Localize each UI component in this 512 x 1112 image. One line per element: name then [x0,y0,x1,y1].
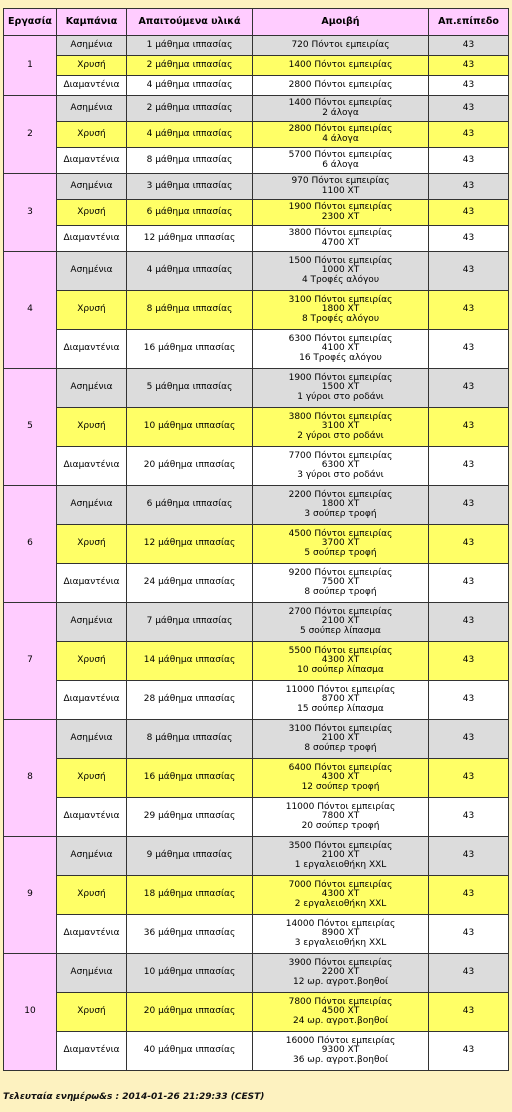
reward-cell [253,642,429,681]
reward-line: 5 σούπερ τροφή [304,547,377,558]
level-cell: 43 [429,226,509,252]
reward-cell [253,369,429,408]
level-cell: 43 [429,1032,509,1071]
reward-line: 4300 ΧΤ [321,889,360,900]
reward-line: 7800 Πόντοι εμπειρίας [288,996,393,1007]
level-cell: 43 [429,148,509,174]
task-number-cell: 3 [4,174,57,252]
reward-line: 12 ωρ. αγροτ.βοηθοί [292,976,389,987]
last-updated-footer: Τελευταία ενημέρω&s : 2014-01-26 21:29:33 (CEST) [3,1092,265,1102]
table-row [4,226,509,252]
reward-line: 11000 Πόντοι εμπειρίας [285,801,396,812]
campaign-cell: Ασημένια [57,954,127,993]
table-row [4,36,509,56]
level-cell: 43 [429,369,509,408]
task-number-cell: 7 [4,603,57,720]
header-level: Απ.επίπεδο [429,9,509,36]
materials-cell: 29 μάθημα ιππασίας [127,798,253,837]
reward-line: 4500 Πόντοι εμπειρίας [288,528,393,539]
reward-line: 1 γύροι στο ροδάνι [297,391,384,402]
reward-cell [253,564,429,603]
level-cell: 43 [429,642,509,681]
reward-line: 11000 Πόντοι εμπειρίας [285,684,396,695]
reward-line: 36 ωρ. αγροτ.βοηθοί [292,1054,389,1065]
table-row [4,915,509,954]
task-number-cell: 5 [4,369,57,486]
campaign-cell: Ασημένια [57,720,127,759]
reward-line: 6 άλογα [322,159,359,170]
table-row [4,720,509,759]
materials-cell: 4 μάθημα ιππασίας [127,122,253,148]
materials-cell: 12 μάθημα ιππασίας [127,525,253,564]
task-number-cell: 2 [4,96,57,174]
reward-line: 12 σούπερ τροφή [301,781,380,792]
table-row [4,369,509,408]
reward-line: 2100 ΧΤ [321,616,360,627]
table-row [4,174,509,200]
level-cell: 43 [429,174,509,200]
level-cell: 43 [429,76,509,96]
table-row [4,603,509,642]
materials-cell: 40 μάθημα ιππασίας [127,1032,253,1071]
campaign-cell: Διαμαντένια [57,76,127,96]
reward-line: 15 σούπερ λίπασμα [297,703,384,714]
reward-cell [253,954,429,993]
header-reward: Αμοιβή [253,9,429,36]
campaign-cell: Διαμαντένια [57,148,127,174]
reward-line: 4500 ΧΤ [321,1006,360,1017]
materials-cell: 5 μάθημα ιππασίας [127,369,253,408]
table-row [4,96,509,122]
campaign-cell: Ασημένια [57,486,127,525]
table-row [4,993,509,1032]
level-cell: 43 [429,36,509,56]
reward-line: 3100 Πόντοι εμπειρίας [288,294,393,305]
table-row [4,954,509,993]
reward-cell [253,486,429,525]
table-row [4,642,509,681]
table-row [4,447,509,486]
reward-line: 3100 Πόντοι εμπειρίας [288,723,393,734]
reward-line: 16 Τροφές αλόγου [299,352,382,363]
level-cell: 43 [429,200,509,226]
table-row [4,56,509,76]
materials-cell: 36 μάθημα ιππασίας [127,915,253,954]
reward-cell [253,447,429,486]
reward-line: 2800 Πόντοι εμπειρίας [288,79,393,90]
level-cell: 43 [429,915,509,954]
level-cell: 43 [429,759,509,798]
campaign-cell: Διαμαντένια [57,226,127,252]
reward-line: 8900 ΧΤ [321,928,360,939]
reward-line: 6300 Πόντοι εμπειρίας [288,333,393,344]
reward-line: 7700 Πόντοι εμπειρίας [288,450,393,461]
reward-line: 8700 ΧΤ [321,694,360,705]
reward-line: 2300 ΧΤ [321,211,360,222]
level-cell: 43 [429,603,509,642]
reward-line: 7800 ΧΤ [321,811,360,822]
task-number-cell: 9 [4,837,57,954]
materials-cell: 10 μάθημα ιππασίας [127,954,253,993]
reward-line: 3 εργαλειοθήκη XXL [294,937,387,948]
reward-cell [253,720,429,759]
campaign-cell: Διαμαντένια [57,1032,127,1071]
materials-cell: 10 μάθημα ιππασίας [127,408,253,447]
materials-cell: 8 μάθημα ιππασίας [127,291,253,330]
materials-cell: 6 μάθημα ιππασίας [127,486,253,525]
campaign-cell: Χρυσή [57,56,127,76]
campaign-cell: Χρυσή [57,642,127,681]
reward-line: 1000 ΧΤ [321,265,360,276]
reward-line: 1900 Πόντοι εμπειρίας [288,372,393,383]
table-row [4,76,509,96]
materials-cell: 16 μάθημα ιππασίας [127,330,253,369]
reward-line: 1800 ΧΤ [321,499,360,510]
reward-line: 4300 ΧΤ [321,655,360,666]
task-number-cell: 6 [4,486,57,603]
reward-line: 2800 Πόντοι εμπειρίας [288,124,393,134]
campaign-cell: Ασημένια [57,174,127,200]
reward-line: 5700 Πόντοι εμπειρίας [288,150,393,160]
reward-line: 2200 ΧΤ [321,967,360,978]
reward-line: 5 σούπερ λίπασμα [300,625,381,636]
reward-line: 6300 ΧΤ [321,460,360,471]
campaign-cell: Διαμαντένια [57,681,127,720]
reward-line: 1900 Πόντοι εμπειρίας [288,202,393,212]
reward-cell [253,876,429,915]
task-number-cell: 1 [4,36,57,96]
reward-line: 1500 Πόντοι εμπειρίας [288,255,393,266]
campaign-cell: Χρυσή [57,291,127,330]
level-cell: 43 [429,525,509,564]
campaign-cell: Διαμαντένια [57,330,127,369]
reward-line: 2 άλογα [322,107,359,118]
materials-cell: 4 μάθημα ιππασίας [127,252,253,291]
level-cell: 43 [429,876,509,915]
reward-line: 4 Τροφές αλόγου [301,274,380,285]
materials-cell: 14 μάθημα ιππασίας [127,642,253,681]
reward-line: 3500 Πόντοι εμπειρίας [288,840,393,851]
reward-line: 9200 Πόντοι εμπειρίας [288,567,393,578]
reward-line: 1100 ΧΤ [321,185,360,196]
table-row [4,798,509,837]
materials-cell: 12 μάθημα ιππασίας [127,226,253,252]
level-cell: 43 [429,798,509,837]
reward-line: 3 γύροι στο ροδάνι [297,469,384,480]
reward-cell [253,603,429,642]
level-cell: 43 [429,681,509,720]
reward-cell [253,148,429,174]
campaign-cell: Ασημένια [57,96,127,122]
level-cell: 43 [429,837,509,876]
materials-cell: 2 μάθημα ιππασίας [127,96,253,122]
reward-cell [253,122,429,148]
reward-cell [253,681,429,720]
reward-line: 2100 ΧΤ [321,850,360,861]
level-cell: 43 [429,486,509,525]
campaign-cell: Διαμαντένια [57,564,127,603]
table-row [4,1032,509,1071]
level-cell: 43 [429,330,509,369]
table-row [4,200,509,226]
reward-line: 3800 Πόντοι εμπειρίας [288,228,393,238]
materials-cell: 3 μάθημα ιππασίας [127,174,253,200]
level-cell: 43 [429,252,509,291]
level-cell: 43 [429,122,509,148]
campaign-cell: Ασημένια [57,36,127,56]
level-cell: 43 [429,564,509,603]
reward-cell [253,174,429,200]
rewards-table [3,8,509,1071]
rewards-table-container [3,8,509,1071]
task-number-cell: 8 [4,720,57,837]
campaign-cell: Χρυσή [57,876,127,915]
level-cell: 43 [429,993,509,1032]
reward-line: 2700 Πόντοι εμπειρίας [288,606,393,617]
table-row [4,330,509,369]
reward-line: 14000 Πόντοι εμπειρίας [285,918,396,929]
materials-cell: 1 μάθημα ιππασίας [127,36,253,56]
reward-cell [253,759,429,798]
materials-cell: 8 μάθημα ιππασίας [127,720,253,759]
reward-cell [253,330,429,369]
reward-cell [253,36,429,56]
table-header-row [4,9,509,36]
table-row [4,564,509,603]
reward-line: 6400 Πόντοι εμπειρίας [288,762,393,773]
reward-line: 2200 Πόντοι εμπειρίας [288,489,393,500]
reward-line: 4 άλογα [322,133,359,144]
campaign-cell: Χρυσή [57,122,127,148]
header-materials: Απαιτούμενα υλικά [127,9,253,36]
materials-cell: 20 μάθημα ιππασίας [127,447,253,486]
reward-line: 8 Τροφές αλόγου [301,313,380,324]
task-number-cell: 4 [4,252,57,369]
table-row [4,252,509,291]
table-row [4,525,509,564]
reward-cell [253,96,429,122]
task-number-cell: 10 [4,954,57,1071]
reward-line: 9300 ΧΤ [321,1045,360,1056]
campaign-cell: Ασημένια [57,603,127,642]
level-cell: 43 [429,56,509,76]
reward-line: 1800 ΧΤ [321,304,360,315]
table-row [4,291,509,330]
reward-cell [253,252,429,291]
materials-cell: 24 μάθημα ιππασίας [127,564,253,603]
level-cell: 43 [429,720,509,759]
reward-line: 970 Πόντοι εμπειρίας [291,176,390,186]
materials-cell: 6 μάθημα ιππασίας [127,200,253,226]
level-cell: 43 [429,447,509,486]
table-row [4,122,509,148]
reward-line: 24 ωρ. αγροτ.βοηθοί [292,1015,389,1026]
materials-cell: 16 μάθημα ιππασίας [127,759,253,798]
table-row [4,148,509,174]
reward-line: 5500 Πόντοι εμπειρίας [288,645,393,656]
reward-line: 16000 Πόντοι εμπειρίας [285,1035,396,1046]
reward-cell [253,837,429,876]
campaign-cell: Διαμαντένια [57,798,127,837]
header-task: Εργασία [4,9,57,36]
table-row [4,681,509,720]
campaign-cell: Χρυσή [57,408,127,447]
campaign-cell: Χρυσή [57,200,127,226]
campaign-cell: Διαμαντένια [57,447,127,486]
campaign-cell: Διαμαντένια [57,915,127,954]
table-row [4,837,509,876]
reward-cell [253,1032,429,1071]
reward-line: 3 σούπερ τροφή [304,508,377,519]
reward-line: 3100 ΧΤ [321,421,360,432]
reward-line: 8 σούπερ τροφή [304,586,377,597]
reward-cell [253,56,429,76]
reward-line: 4100 ΧΤ [321,343,360,354]
materials-cell: 20 μάθημα ιππασίας [127,993,253,1032]
reward-line: 3900 Πόντοι εμπειρίας [288,957,393,968]
campaign-cell: Χρυσή [57,993,127,1032]
materials-cell: 9 μάθημα ιππασίας [127,837,253,876]
materials-cell: 18 μάθημα ιππασίας [127,876,253,915]
reward-line: 4700 ΧΤ [321,237,360,248]
reward-cell [253,200,429,226]
reward-line: 2 γύροι στο ροδάνι [297,430,384,441]
reward-cell [253,525,429,564]
reward-cell [253,76,429,96]
reward-cell [253,993,429,1032]
table-row [4,876,509,915]
campaign-cell: Χρυσή [57,525,127,564]
reward-cell [253,798,429,837]
reward-line: 8 σούπερ τροφή [304,742,377,753]
campaign-cell: Ασημένια [57,252,127,291]
table-row [4,759,509,798]
reward-line: 7500 ΧΤ [321,577,360,588]
reward-line: 20 σούπερ τροφή [301,820,380,831]
reward-line: 7000 Πόντοι εμπειρίας [288,879,393,890]
materials-cell: 28 μάθημα ιππασίας [127,681,253,720]
reward-line: 10 σούπερ λίπασμα [297,664,384,675]
reward-line: 4300 ΧΤ [321,772,360,783]
reward-line: 1400 Πόντοι εμπειρίας [288,59,393,70]
campaign-cell: Ασημένια [57,369,127,408]
level-cell: 43 [429,96,509,122]
reward-line: 1400 Πόντοι εμπειρίας [288,98,393,108]
materials-cell: 7 μάθημα ιππασίας [127,603,253,642]
campaign-cell: Ασημένια [57,837,127,876]
reward-line: 3700 ΧΤ [321,538,360,549]
reward-cell [253,915,429,954]
level-cell: 43 [429,954,509,993]
materials-cell: 4 μάθημα ιππασίας [127,76,253,96]
level-cell: 43 [429,291,509,330]
reward-line: 1500 ΧΤ [321,382,360,393]
reward-cell [253,408,429,447]
header-campaign: Καμπάνια [57,9,127,36]
level-cell: 43 [429,408,509,447]
campaign-cell: Χρυσή [57,759,127,798]
reward-cell [253,291,429,330]
table-body [4,36,509,1071]
table-row [4,486,509,525]
table-row [4,408,509,447]
reward-cell [253,226,429,252]
reward-line: 2100 ΧΤ [321,733,360,744]
reward-line: 1 εργαλειοθήκη XXL [294,859,387,870]
reward-line: 720 Πόντοι εμπειρίας [291,39,390,50]
reward-line: 2 εργαλειοθήκη XXL [294,898,387,909]
reward-line: 3800 Πόντοι εμπειρίας [288,411,393,422]
materials-cell: 2 μάθημα ιππασίας [127,56,253,76]
materials-cell: 8 μάθημα ιππασίας [127,148,253,174]
